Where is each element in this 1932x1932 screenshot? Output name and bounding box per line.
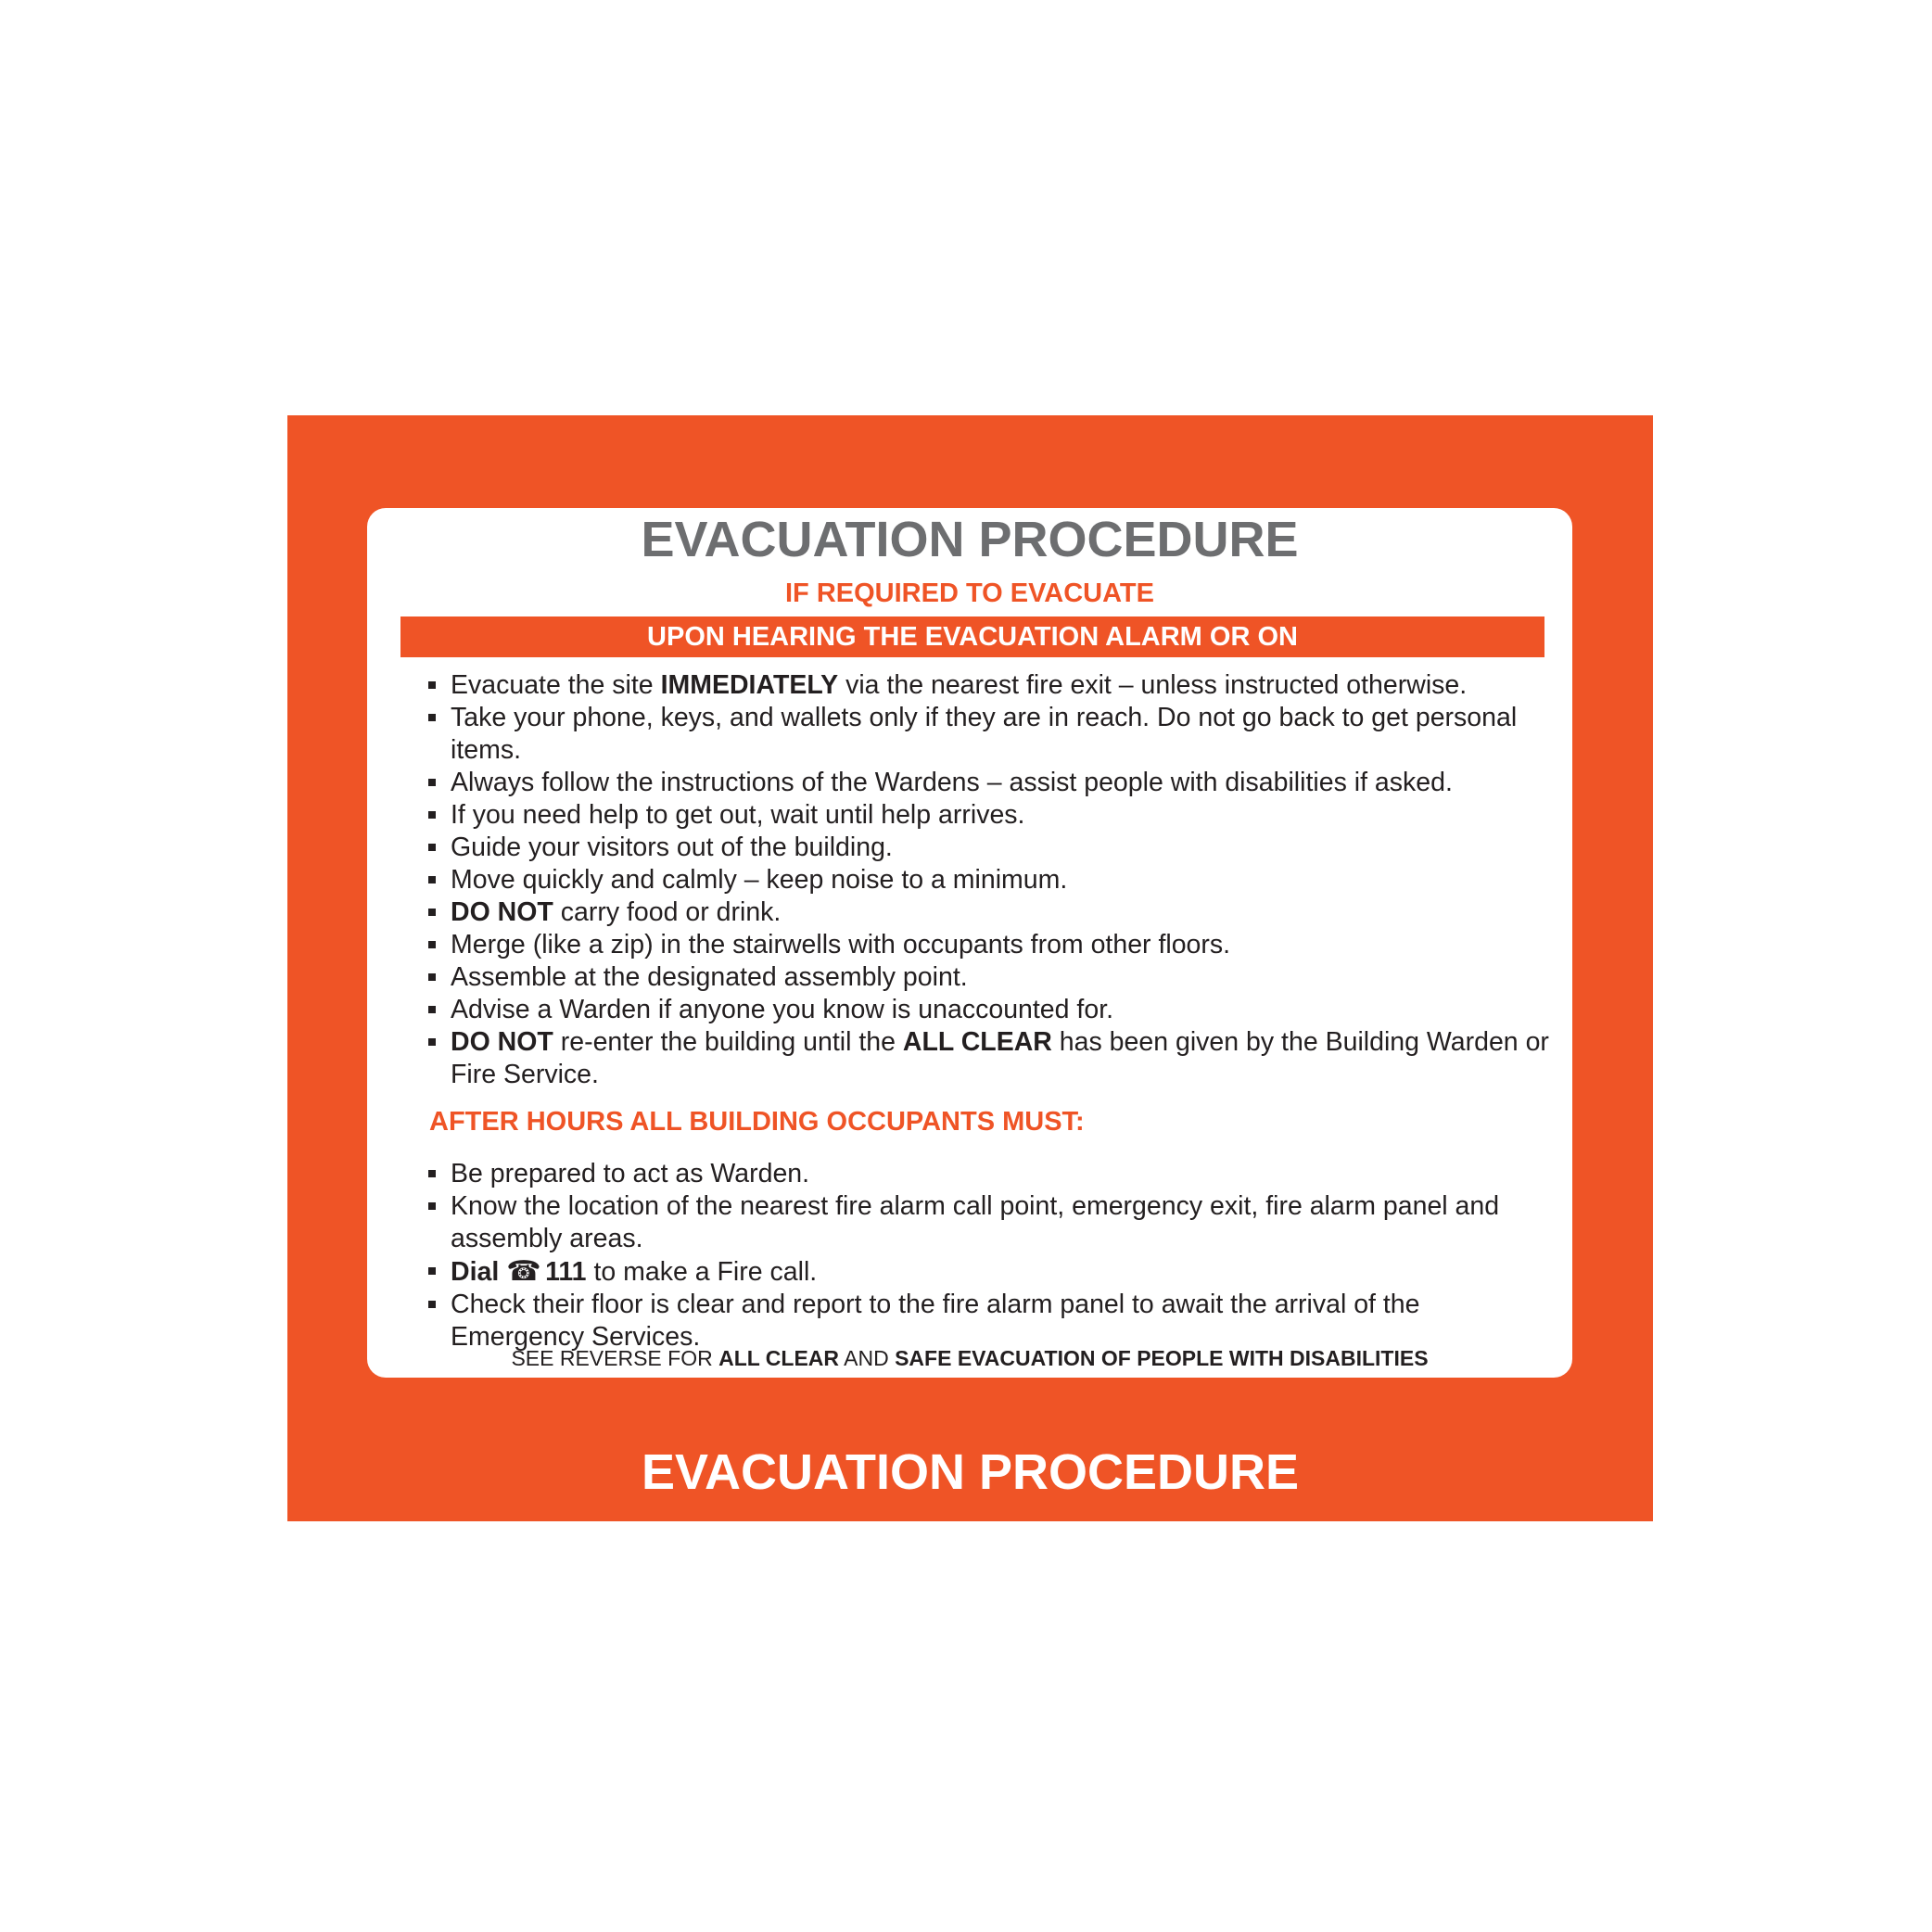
- list-item: [428, 864, 1559, 896]
- list-item: [428, 799, 1559, 832]
- alarm-banner: UPON HEARING THE EVACUATION ALARM OR ON: [400, 616, 1544, 657]
- bullet-icon: [428, 876, 436, 883]
- bullet-icon: [428, 844, 436, 851]
- list-item: [428, 994, 1559, 1026]
- list-item: [428, 702, 1559, 767]
- sign-footer-title: EVACUATION PROCEDURE: [641, 1444, 1300, 1500]
- step-text: Advise a Warden if anyone you know is unaccounted for.: [451, 995, 1114, 1024]
- list-item: [428, 767, 1559, 799]
- bullet-icon: [428, 1202, 436, 1210]
- list-item: [428, 1158, 1559, 1190]
- step-text: Evacuate the site: [451, 670, 661, 700]
- step-text: via the nearest fire exit – unless instructed otherwise.: [838, 670, 1468, 700]
- procedure-card: [367, 508, 1572, 1378]
- note-emphasis: SAFE EVACUATION OF PEOPLE WITH DISABILITIES: [895, 1346, 1429, 1370]
- list-item: [428, 832, 1559, 864]
- step-text: Take your phone, keys, and wallets only if they are in reach. Do not go back to get personal items.: [451, 703, 1518, 765]
- bullet-icon: [428, 779, 436, 786]
- dial-label: Dial: [451, 1257, 500, 1287]
- note-text: AND: [839, 1346, 896, 1370]
- list-item: [428, 1190, 1559, 1255]
- step-emphasis: ALL CLEAR: [902, 1027, 1052, 1057]
- after-hours-heading: AFTER HOURS ALL BUILDING OCCUPANTS MUST:: [429, 1107, 1085, 1137]
- evacuate-subheading: IF REQUIRED TO EVACUATE: [785, 578, 1154, 608]
- step-text: Assemble at the designated assembly point.: [451, 962, 968, 992]
- step-text: If you need help to get out, wait until help arrives.: [451, 800, 1025, 830]
- step-text: Check their floor is clear and report to the fire alarm panel to await the arrival of the Emergency Services.: [451, 1290, 1420, 1352]
- step-emphasis: DO NOT: [451, 897, 553, 927]
- bullet-icon: [428, 714, 436, 721]
- card-title: EVACUATION PROCEDURE: [641, 512, 1299, 567]
- bullet-icon: [428, 681, 436, 689]
- step-emphasis: IMMEDIATELY: [660, 670, 839, 700]
- list-item: [428, 961, 1559, 994]
- see-reverse-note: [367, 1344, 1572, 1372]
- list-item: [428, 896, 1559, 929]
- evacuation-sign: [287, 415, 1653, 1521]
- note-text: SEE REVERSE FOR: [511, 1346, 719, 1370]
- step-text: Move quickly and calmly – keep noise to a minimum.: [451, 865, 1068, 895]
- list-item: [428, 669, 1559, 702]
- step-text: Always follow the instructions of the Wardens – assist people with disabilities if asked.: [451, 768, 1453, 797]
- bullet-icon: [428, 1006, 436, 1013]
- evacuation-steps-list: [428, 669, 1559, 1091]
- bullet-icon: [428, 1267, 436, 1275]
- list-item: [428, 1255, 1559, 1289]
- bullet-icon: [428, 909, 436, 916]
- step-text: Be prepared to act as Warden.: [451, 1159, 810, 1188]
- emergency-number: 111: [545, 1257, 587, 1287]
- step-text: Guide your visitors out of the building.: [451, 833, 893, 862]
- bullet-icon: [428, 1170, 436, 1177]
- step-text: Merge (like a zip) in the stairwells with occupants from other floors.: [451, 930, 1231, 960]
- bullet-icon: [428, 1301, 436, 1308]
- step-text: re-enter the building until the: [553, 1027, 903, 1057]
- step-emphasis: DO NOT: [451, 1027, 553, 1057]
- bullet-icon: [428, 811, 436, 819]
- after-hours-list: [428, 1158, 1559, 1354]
- bullet-icon: [428, 941, 436, 948]
- note-emphasis: ALL CLEAR: [718, 1346, 840, 1370]
- list-item: [428, 929, 1559, 961]
- bullet-icon: [428, 1038, 436, 1046]
- telephone-icon: ☎: [506, 1256, 541, 1287]
- step-text: has been given by the Building Warden or Fire Service.: [451, 1027, 1549, 1089]
- step-text: to make a Fire call.: [586, 1257, 818, 1287]
- bullet-icon: [428, 973, 436, 981]
- step-text: carry food or drink.: [553, 897, 782, 927]
- list-item: [428, 1026, 1559, 1091]
- step-text: Know the location of the nearest fire alarm call point, emergency exit, fire alarm panel and assembly areas.: [451, 1191, 1500, 1253]
